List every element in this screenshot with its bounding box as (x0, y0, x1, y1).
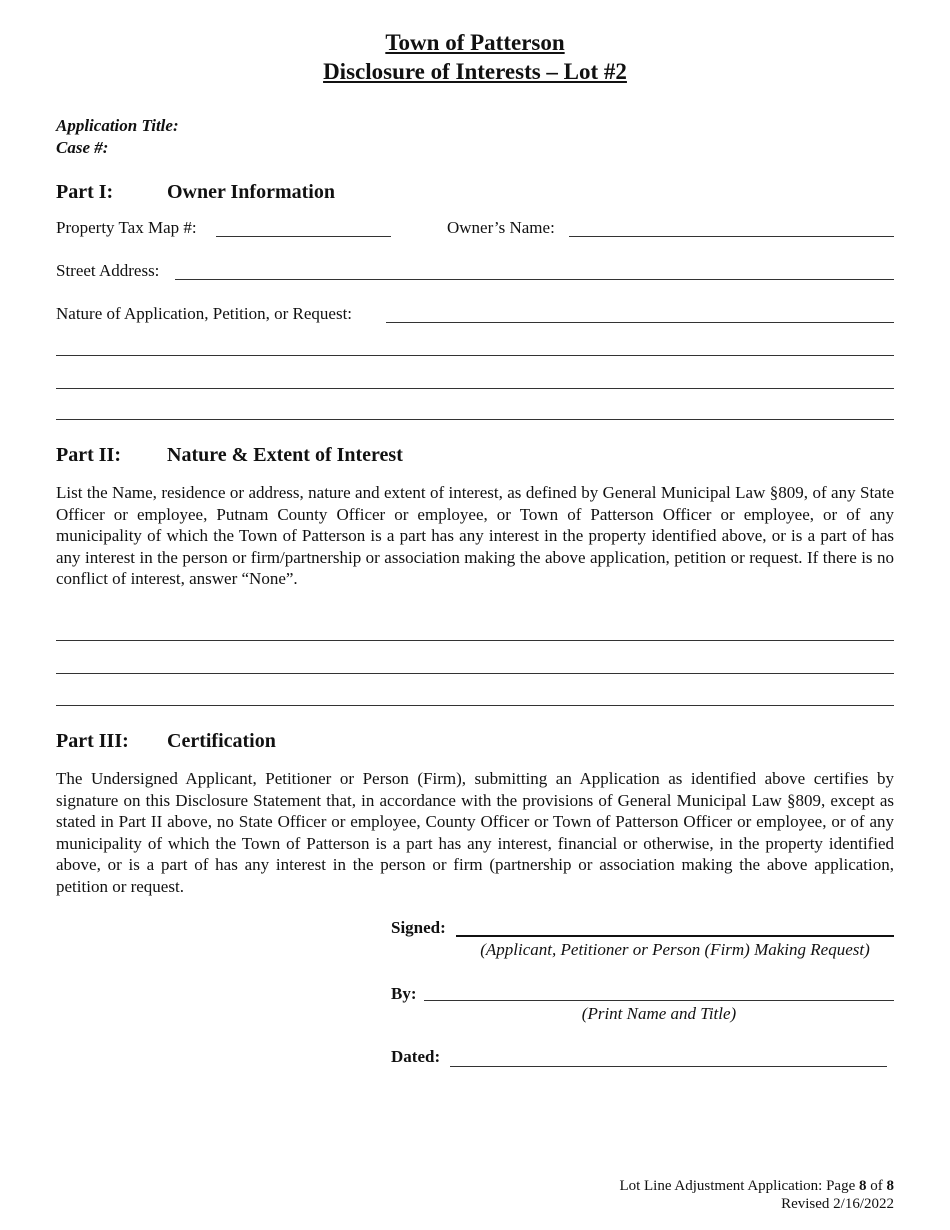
part3-heading (56, 729, 276, 753)
interest-line-3[interactable] (56, 705, 894, 706)
footer-prefix: Lot Line Adjustment Application: Page (619, 1178, 859, 1194)
page-footer (619, 1177, 894, 1213)
owner-name-label: Owner’s Name: (447, 218, 555, 237)
document-title-line2: Disclosure of Interests – Lot #2 (323, 59, 627, 84)
current-page: 8 (859, 1178, 867, 1194)
part2-heading (56, 443, 403, 467)
nature-of-application-line-4[interactable] (56, 419, 894, 420)
interest-line-1[interactable] (56, 640, 894, 641)
part2-title: Nature & Extent of Interest (167, 444, 403, 466)
nature-of-application-line-2[interactable] (56, 355, 894, 356)
document-title-line1: Town of Patterson (385, 30, 565, 55)
part1-title: Owner Information (167, 181, 335, 203)
application-title-label: Application Title: (56, 116, 179, 135)
part3-number: Part III: (56, 730, 129, 752)
by-caption: (Print Name and Title) (581, 1004, 737, 1023)
signed-label: Signed: (391, 918, 446, 937)
part3-certification-text: The Undersigned Applicant, Petitioner or Person (Firm), submitting an Application as identified above certifies by signature on this Disclosure Statement that, in accordance with the provisions of General Municipal Law §809, except as stated in Part II above, no State Officer or employee, County Officer or Town of Patterson Officer or employee, or of any municipality of which the Town of Patterson is a part has any interest, financial or otherwise, in the property identified above, or is a part of has any interest in the person or firm (partnership or association making the above application, petition or request. (56, 769, 894, 896)
by-label: By: (391, 984, 417, 1003)
signature-field[interactable] (456, 935, 894, 937)
part1-heading (56, 180, 335, 204)
street-address-field[interactable] (175, 279, 894, 280)
date-field[interactable] (450, 1066, 887, 1067)
nature-of-application-label: Nature of Application, Petition, or Request: (56, 304, 353, 323)
dated-label: Dated: (391, 1047, 441, 1066)
part2-instructions: List the Name, residence or address, nature and extent of interest, as defined by General Municipal Law §809, of any State Officer or employee, Putnam County Officer or employee, or Town of Patterson Officer or employee, or of any municipality of which the Town of Patterson is a part has any interest in the property identified above, or is a part of has any interest in the person or firm/partnership or association making the above application, petition or request. If there is no conflict of interest, answer “None”. (56, 483, 894, 588)
tax-map-field[interactable] (216, 236, 391, 237)
print-name-field[interactable] (424, 1000, 894, 1001)
page-number-line (619, 1177, 894, 1195)
interest-line-2[interactable] (56, 673, 894, 674)
case-number-label: Case #: (56, 138, 109, 157)
owner-name-field[interactable] (569, 236, 894, 237)
part2-number: Part II: (56, 444, 121, 466)
footer-of: of (866, 1178, 887, 1194)
part3-title: Certification (167, 730, 276, 752)
part1-number: Part I: (56, 181, 114, 203)
nature-of-application-line-3[interactable] (56, 388, 894, 389)
tax-map-label: Property Tax Map #: (56, 218, 197, 237)
revision-date: Revised 2/16/2022 (781, 1196, 894, 1212)
signed-caption: (Applicant, Petitioner or Person (Firm) Making Request) (480, 940, 870, 959)
nature-of-application-field[interactable] (386, 322, 894, 323)
total-pages: 8 (886, 1178, 894, 1194)
street-address-label: Street Address: (56, 261, 160, 280)
